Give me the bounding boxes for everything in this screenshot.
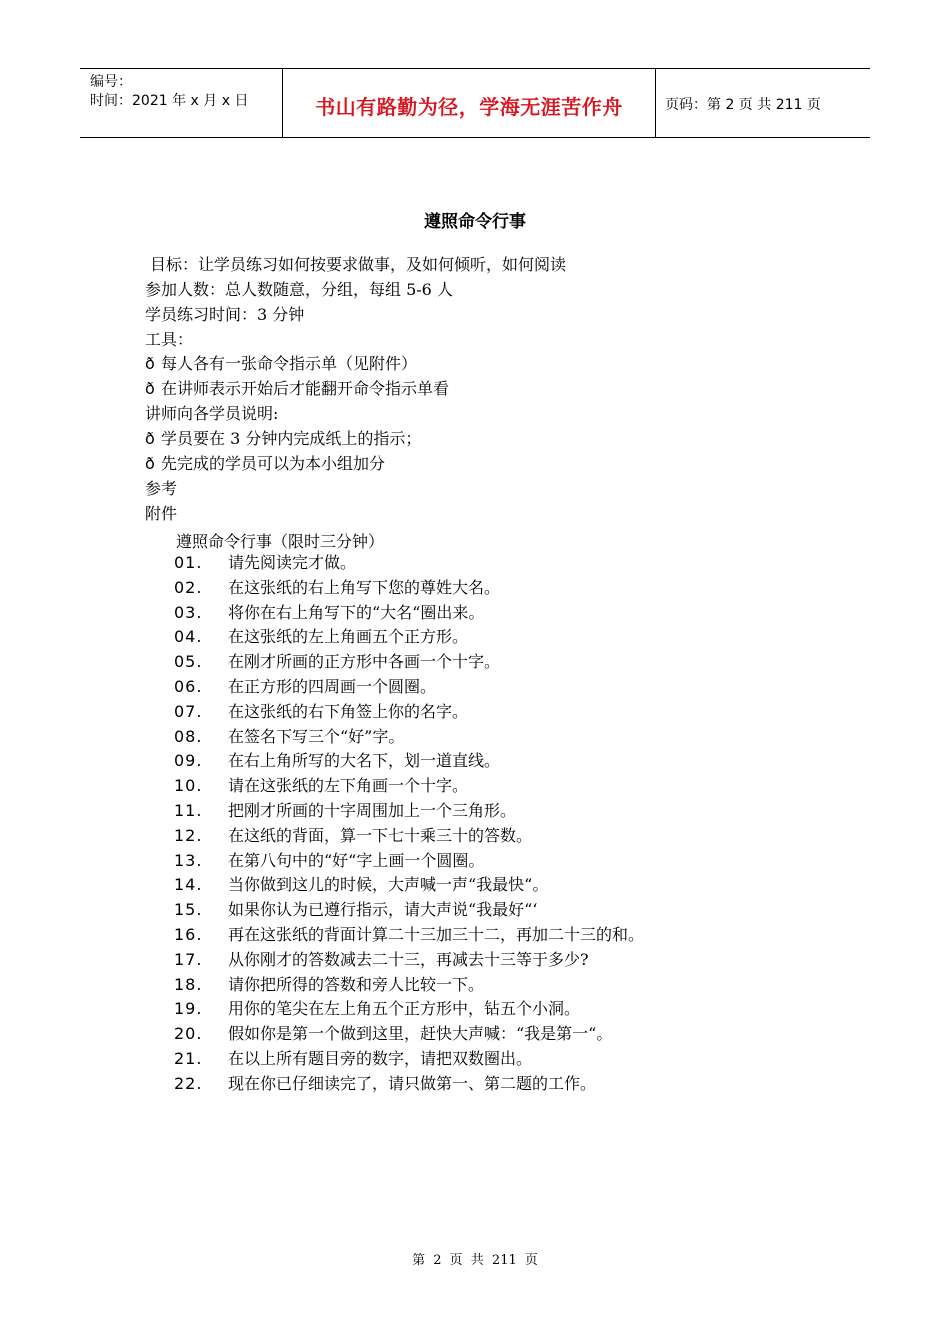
list-item xyxy=(174,1074,824,1099)
tool-item-text: 每人各有一张命令指示单（见附件） xyxy=(161,354,418,373)
list-item xyxy=(174,801,824,826)
list-item-text: 请你把所得的答数和旁人比较一下。 xyxy=(228,974,485,994)
list-item-text: 用你的笔尖在左上角五个正方形中，钻五个小洞。 xyxy=(228,999,581,1019)
instruction-list xyxy=(174,553,824,1099)
list-item-text: 将你在右上角写下的“大名“圈出来。 xyxy=(228,602,485,622)
header-motto-cell xyxy=(282,69,656,137)
list-item-number: 18. xyxy=(174,974,203,994)
instructor-label: 讲师向各学员说明: xyxy=(145,404,279,423)
page-header xyxy=(80,68,870,138)
instruction-item-text: 先完成的学员可以为本小组加分 xyxy=(161,454,386,473)
list-item-number: 05. xyxy=(174,652,203,672)
list-item-number: 21. xyxy=(174,1048,203,1068)
bullet-icon: ð xyxy=(145,379,155,398)
instruction-item-text: 学员要在 3 分钟内完成纸上的指示； xyxy=(161,429,422,448)
participants-line: 参加人数：总人数随意，分组，每组 5-6 人 xyxy=(145,280,453,299)
list-item xyxy=(174,652,824,677)
list-item-number: 10. xyxy=(174,776,203,796)
list-item-number: 02. xyxy=(174,577,203,597)
list-item-number: 08. xyxy=(174,726,203,746)
list-item-number: 22. xyxy=(174,1073,203,1093)
list-item xyxy=(174,1024,824,1049)
list-item-number: 13. xyxy=(174,850,203,870)
list-item xyxy=(174,950,824,975)
list-item-number: 20. xyxy=(174,1024,203,1044)
list-item-text: 在右上角所写的大名下，划一道直线。 xyxy=(228,751,501,771)
list-item xyxy=(174,776,824,801)
tools-label: 工具： xyxy=(145,330,194,349)
list-item-text: 在第八句中的“好“字上画一个圆圈。 xyxy=(228,850,485,870)
list-item-text: 在刚才所画的正方形中各画一个十字。 xyxy=(228,652,501,672)
list-item xyxy=(174,925,824,950)
bullet-icon: ð xyxy=(145,454,155,473)
document-title: 遵照命令行事 xyxy=(424,212,526,232)
tool-item-text: 在讲师表示开始后才能翻开命令指示单看 xyxy=(161,379,450,398)
list-item-text: 假如你是第一个做到这里，赶快大声喊：“我是第一“。 xyxy=(228,1024,613,1044)
list-item-text: 请在这张纸的左下角画一个十字。 xyxy=(228,776,469,796)
list-item xyxy=(174,999,824,1024)
list-item xyxy=(174,702,824,727)
list-item-text: 在这张纸的右上角写下您的尊姓大名。 xyxy=(228,577,501,597)
list-item-text: 从你刚才的答数减去二十三，再减去十三等于多少? xyxy=(228,949,589,969)
list-item-text: 在以上所有题目旁的数字，请把双数圈出。 xyxy=(228,1048,533,1068)
list-item xyxy=(174,553,824,578)
list-item-text: 请先阅读完才做。 xyxy=(228,553,357,572)
list-item-number: 07. xyxy=(174,701,203,721)
list-item-text: 在这张纸的右下角签上你的名字。 xyxy=(228,701,469,721)
list-item-number: 03. xyxy=(174,602,203,622)
document-time-label: 时间：2021 年 x 月 x 日 xyxy=(90,93,249,109)
list-item-text: 当你做到这儿的时候，大声喊一声“我最快“。 xyxy=(228,875,549,895)
attachment-label: 附件 xyxy=(145,504,178,523)
list-item-number: 06. xyxy=(174,676,203,696)
list-item xyxy=(174,578,824,603)
instruction-item xyxy=(145,429,421,449)
list-item-number: 15. xyxy=(174,900,203,920)
list-item-number: 04. xyxy=(174,627,203,647)
header-info-cell xyxy=(80,69,282,137)
list-item-number: 19. xyxy=(174,999,203,1019)
header-motto: 书山有路勤为径，学海无涯苦作舟 xyxy=(315,95,623,119)
document-number-label: 编号： xyxy=(90,74,132,90)
duration-line: 学员练习时间：3 分钟 xyxy=(145,305,305,324)
page-footer: 第 2 页 共 211 页 xyxy=(412,1253,538,1268)
instruction-item xyxy=(145,454,385,474)
tool-item xyxy=(145,354,417,374)
list-item-text: 现在你已仔细读完了，请只做第一、第二题的工作。 xyxy=(228,1073,597,1093)
list-item xyxy=(174,727,824,752)
list-item-number: 12. xyxy=(174,825,203,845)
list-item-text: 在签名下写三个“好”字。 xyxy=(228,726,405,746)
list-item xyxy=(174,851,824,876)
list-item xyxy=(174,627,824,652)
list-item xyxy=(174,875,824,900)
goal-line: 目标：让学员练习如何按要求做事，及如何倾听，如何阅读 xyxy=(150,255,567,274)
list-item-number: 11. xyxy=(174,800,203,820)
list-item xyxy=(174,603,824,628)
list-item-number: 14. xyxy=(174,875,203,895)
header-page-cell xyxy=(655,69,870,137)
list-item xyxy=(174,1049,824,1074)
list-item xyxy=(174,900,824,925)
list-item-text: 在正方形的四周画一个圆圈。 xyxy=(228,676,437,696)
list-item-number: 17. xyxy=(174,949,203,969)
list-item-number: 09. xyxy=(174,751,203,771)
list-item-number: 16. xyxy=(174,924,203,944)
reference-label: 参考 xyxy=(145,479,178,498)
list-item-text: 在这纸的背面，算一下七十乘三十的答数。 xyxy=(228,825,533,845)
list-item xyxy=(174,826,824,851)
list-item xyxy=(174,975,824,1000)
tool-item xyxy=(145,379,449,399)
list-item-number: 01. xyxy=(174,553,203,572)
list-item-text: 再在这张纸的背面计算二十三加三十二，再加二十三的和。 xyxy=(228,924,645,944)
list-item xyxy=(174,751,824,776)
list-item-text: 如果你认为已遵行指示，请大声说“我最好“‘ xyxy=(228,900,538,920)
list-item-text: 把刚才所画的十字周围加上一个三角形。 xyxy=(228,800,517,820)
bullet-icon: ð xyxy=(145,429,155,448)
header-page-code: 页码：第 2 页 共 211 页 xyxy=(665,97,821,113)
list-item-text: 在这张纸的左上角画五个正方形。 xyxy=(228,627,469,647)
attachment-title: 遵照命令行事（限时三分钟） xyxy=(176,532,385,551)
list-item xyxy=(174,677,824,702)
bullet-icon: ð xyxy=(145,354,155,373)
